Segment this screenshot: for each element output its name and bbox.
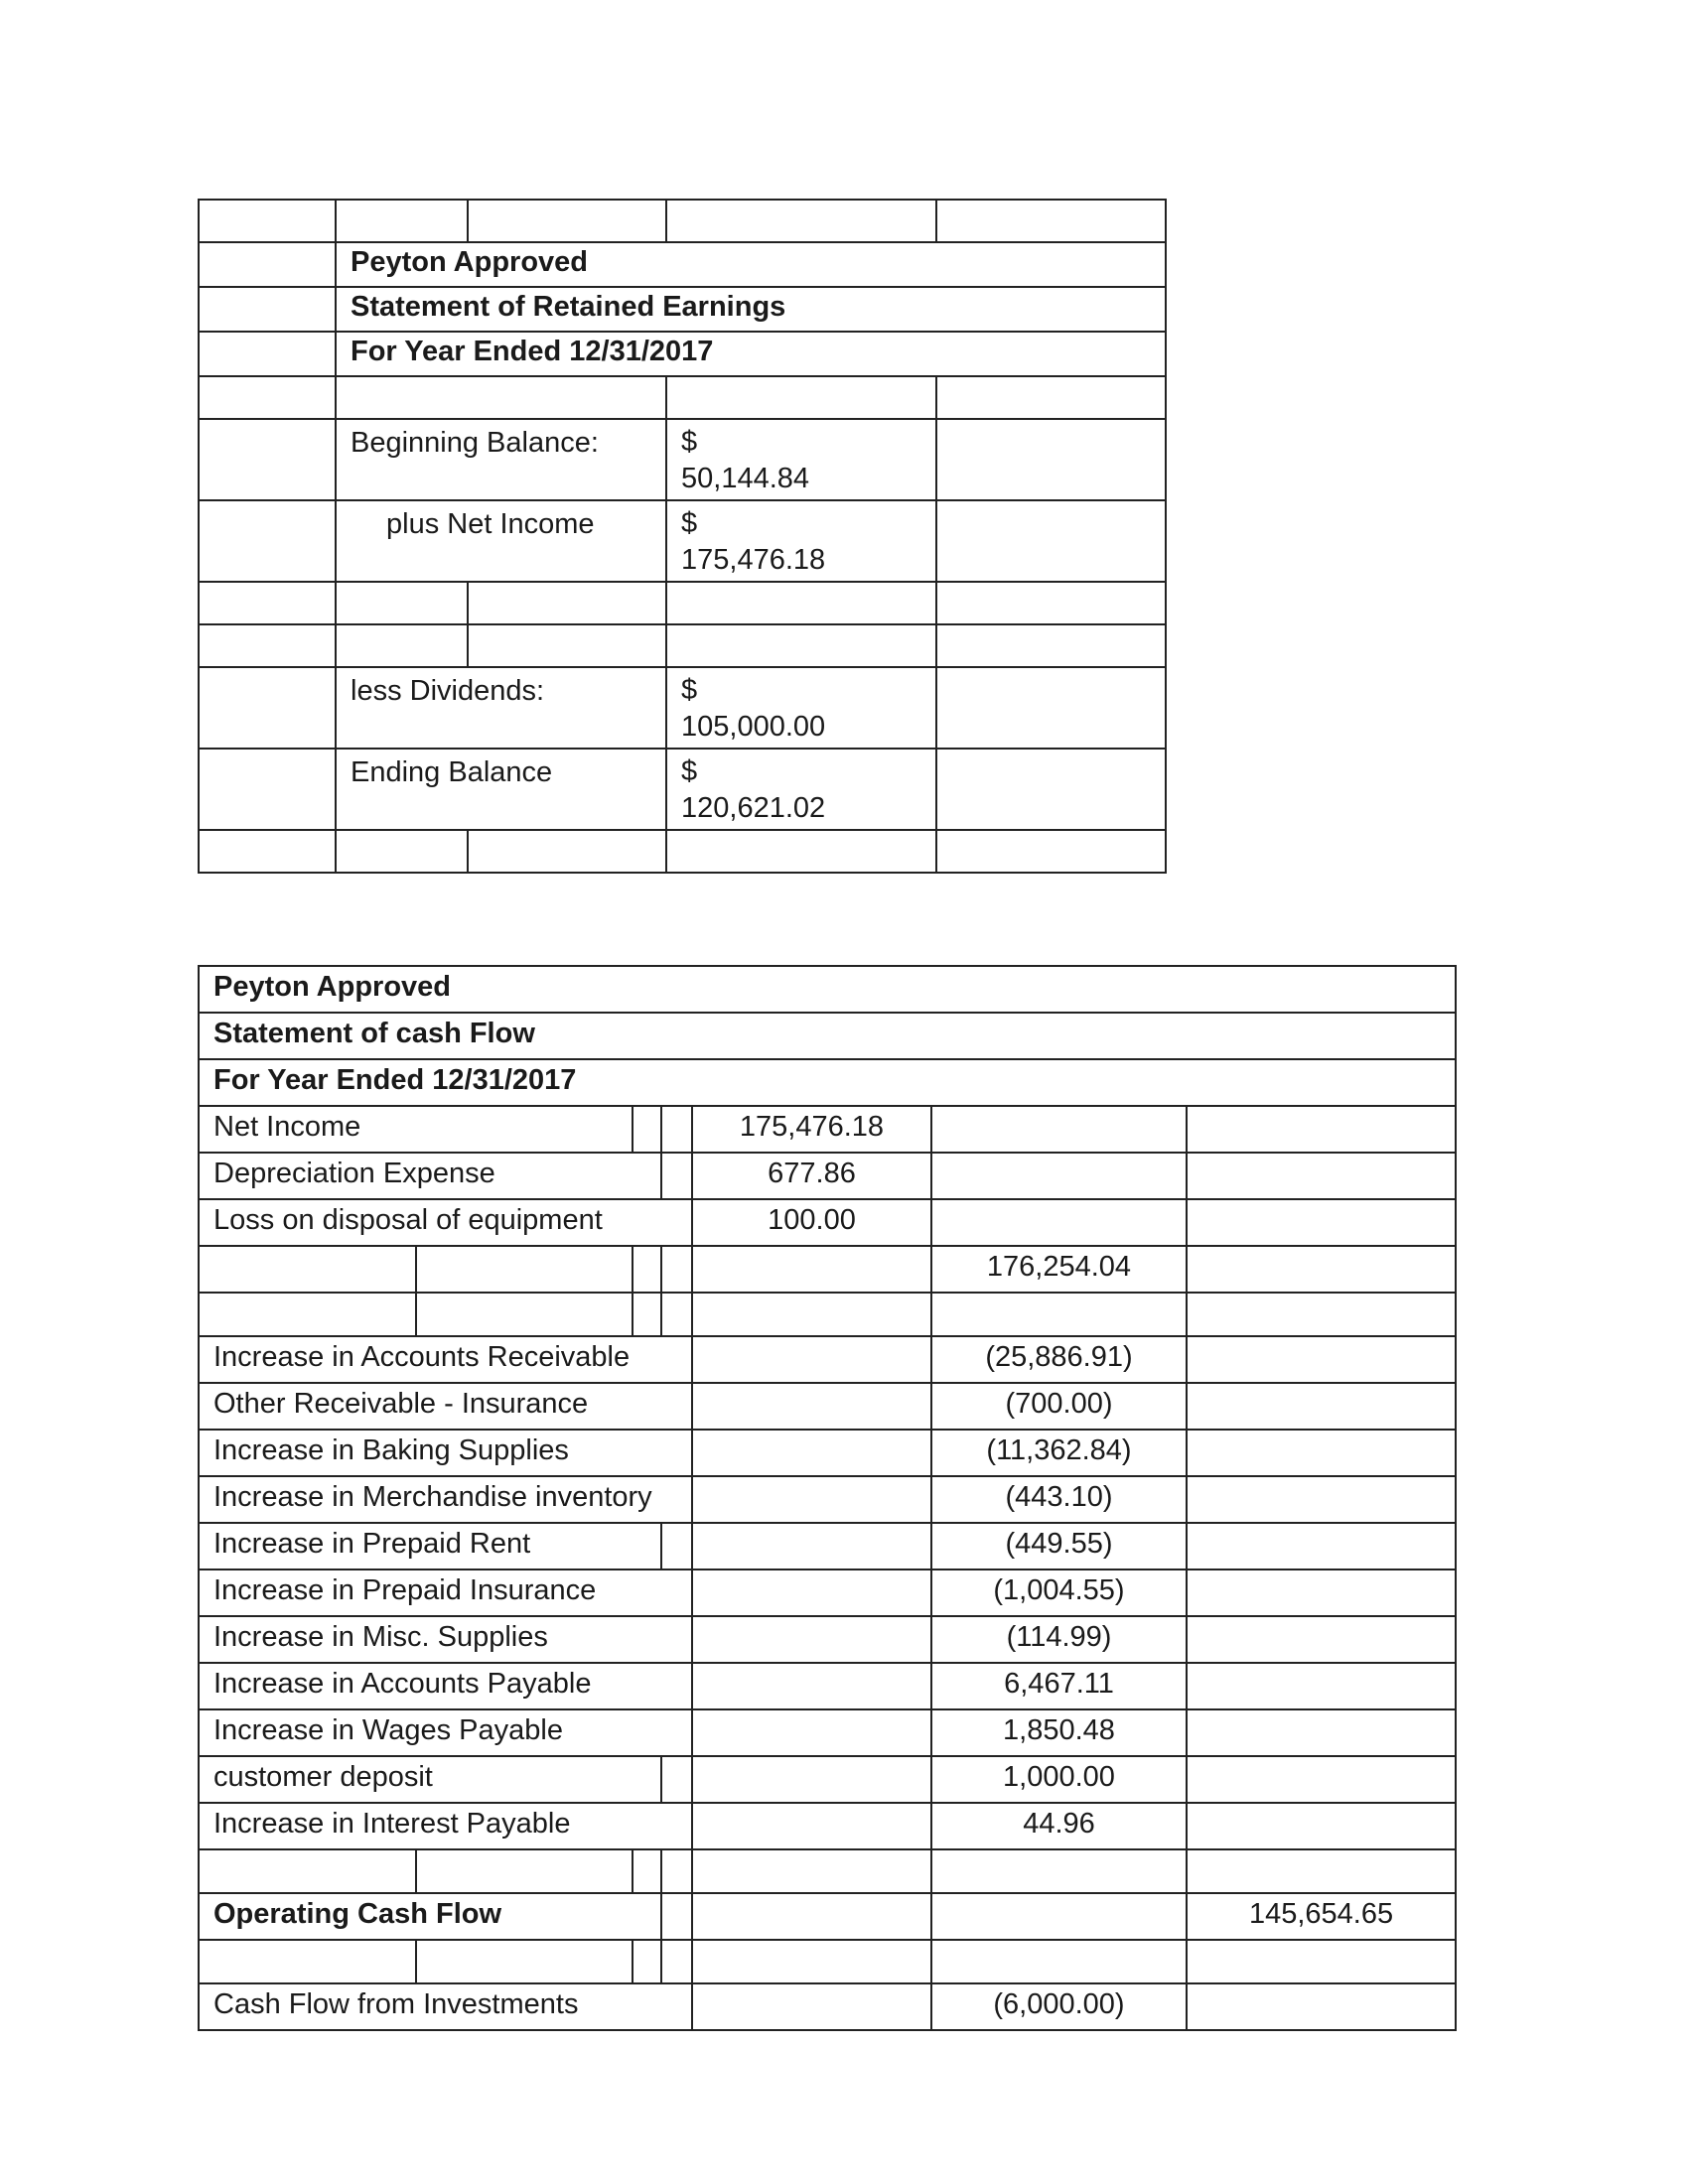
table-row bbox=[199, 419, 1166, 500]
table-row bbox=[199, 1430, 1456, 1476]
row-label: plus Net Income bbox=[336, 500, 666, 582]
table-row bbox=[199, 1893, 1456, 1940]
table-row bbox=[199, 1803, 1456, 1849]
table-row bbox=[199, 1059, 1456, 1106]
amount-cell: (1,004.55) bbox=[931, 1570, 1187, 1616]
table-row bbox=[199, 1153, 1456, 1199]
amount-cell: $ 175,476.18 bbox=[666, 500, 936, 582]
table-row bbox=[199, 1013, 1456, 1059]
row-label: Increase in Accounts Payable bbox=[199, 1663, 692, 1709]
row-label: customer deposit bbox=[199, 1756, 661, 1803]
company-name: Peyton Approved bbox=[199, 966, 1456, 1013]
statement-period: For Year Ended 12/31/2017 bbox=[199, 1059, 1456, 1106]
row-label: Increase in Wages Payable bbox=[199, 1709, 692, 1756]
retained-earnings-table bbox=[198, 199, 1167, 874]
row-label: Increase in Interest Payable bbox=[199, 1803, 692, 1849]
table-row bbox=[199, 624, 1166, 667]
table-row bbox=[199, 1199, 1456, 1246]
amount-cell: (6,000.00) bbox=[931, 1983, 1187, 2030]
table-row bbox=[199, 1476, 1456, 1523]
table-row bbox=[199, 1383, 1456, 1430]
subtotal-cell: 176,254.04 bbox=[931, 1246, 1187, 1293]
amount-cell: (443.10) bbox=[931, 1476, 1187, 1523]
table-row bbox=[199, 1940, 1456, 1983]
amount-cell: 44.96 bbox=[931, 1803, 1187, 1849]
table-row bbox=[199, 1246, 1456, 1293]
table-row bbox=[199, 830, 1166, 873]
table-row bbox=[199, 1106, 1456, 1153]
table-row bbox=[199, 1756, 1456, 1803]
row-label: less Dividends: bbox=[336, 667, 666, 749]
table-row bbox=[199, 1663, 1456, 1709]
table-row bbox=[199, 966, 1456, 1013]
amount-cell: 1,000.00 bbox=[931, 1756, 1187, 1803]
row-label: Beginning Balance: bbox=[336, 419, 666, 500]
row-label: Other Receivable - Insurance bbox=[199, 1383, 692, 1430]
table-row bbox=[199, 1616, 1456, 1663]
row-label: Depreciation Expense bbox=[199, 1153, 661, 1199]
table-row bbox=[199, 287, 1166, 332]
row-label: Increase in Accounts Receivable bbox=[199, 1336, 692, 1383]
table-row bbox=[199, 332, 1166, 376]
amount-cell: $ 50,144.84 bbox=[666, 419, 936, 500]
row-label: Loss on disposal of equipment bbox=[199, 1199, 692, 1246]
total-cell: 145,654.65 bbox=[1187, 1893, 1456, 1940]
amount-cell: (25,886.91) bbox=[931, 1336, 1187, 1383]
company-name: Peyton Approved bbox=[336, 242, 1166, 287]
row-label: Increase in Merchandise inventory bbox=[199, 1476, 692, 1523]
statement-period: For Year Ended 12/31/2017 bbox=[336, 332, 1166, 376]
row-label: Increase in Misc. Supplies bbox=[199, 1616, 692, 1663]
row-label: Increase in Baking Supplies bbox=[199, 1430, 692, 1476]
amount-cell: (114.99) bbox=[931, 1616, 1187, 1663]
amount-cell: 1,850.48 bbox=[931, 1709, 1187, 1756]
table-row bbox=[199, 200, 1166, 242]
amount-cell: 100.00 bbox=[692, 1199, 931, 1246]
amount-cell: (11,362.84) bbox=[931, 1430, 1187, 1476]
table-row bbox=[199, 1336, 1456, 1383]
row-label: Operating Cash Flow bbox=[199, 1893, 661, 1940]
table-row bbox=[199, 667, 1166, 749]
row-label: Ending Balance bbox=[336, 749, 666, 830]
table-row bbox=[199, 1293, 1456, 1336]
row-label: Cash Flow from Investments bbox=[199, 1983, 692, 2030]
row-label: Increase in Prepaid Insurance bbox=[199, 1570, 692, 1616]
statement-title: Statement of Retained Earnings bbox=[336, 287, 1166, 332]
statement-title: Statement of cash Flow bbox=[199, 1013, 1456, 1059]
table-row bbox=[199, 1983, 1456, 2030]
table-row bbox=[199, 376, 1166, 419]
amount-cell: (449.55) bbox=[931, 1523, 1187, 1570]
cash-flow-table bbox=[198, 965, 1457, 2031]
row-label: Net Income bbox=[199, 1106, 633, 1153]
amount-cell: (700.00) bbox=[931, 1383, 1187, 1430]
table-row bbox=[199, 500, 1166, 582]
amount-cell: 6,467.11 bbox=[931, 1663, 1187, 1709]
table-row bbox=[199, 1570, 1456, 1616]
table-row bbox=[199, 1709, 1456, 1756]
table-row bbox=[199, 749, 1166, 830]
amount-cell: 175,476.18 bbox=[692, 1106, 931, 1153]
table-row bbox=[199, 1523, 1456, 1570]
table-row bbox=[199, 582, 1166, 624]
row-label: Increase in Prepaid Rent bbox=[199, 1523, 661, 1570]
amount-cell: 677.86 bbox=[692, 1153, 931, 1199]
amount-cell: $ 105,000.00 bbox=[666, 667, 936, 749]
table-row bbox=[199, 242, 1166, 287]
table-row bbox=[199, 1849, 1456, 1893]
amount-cell: $ 120,621.02 bbox=[666, 749, 936, 830]
